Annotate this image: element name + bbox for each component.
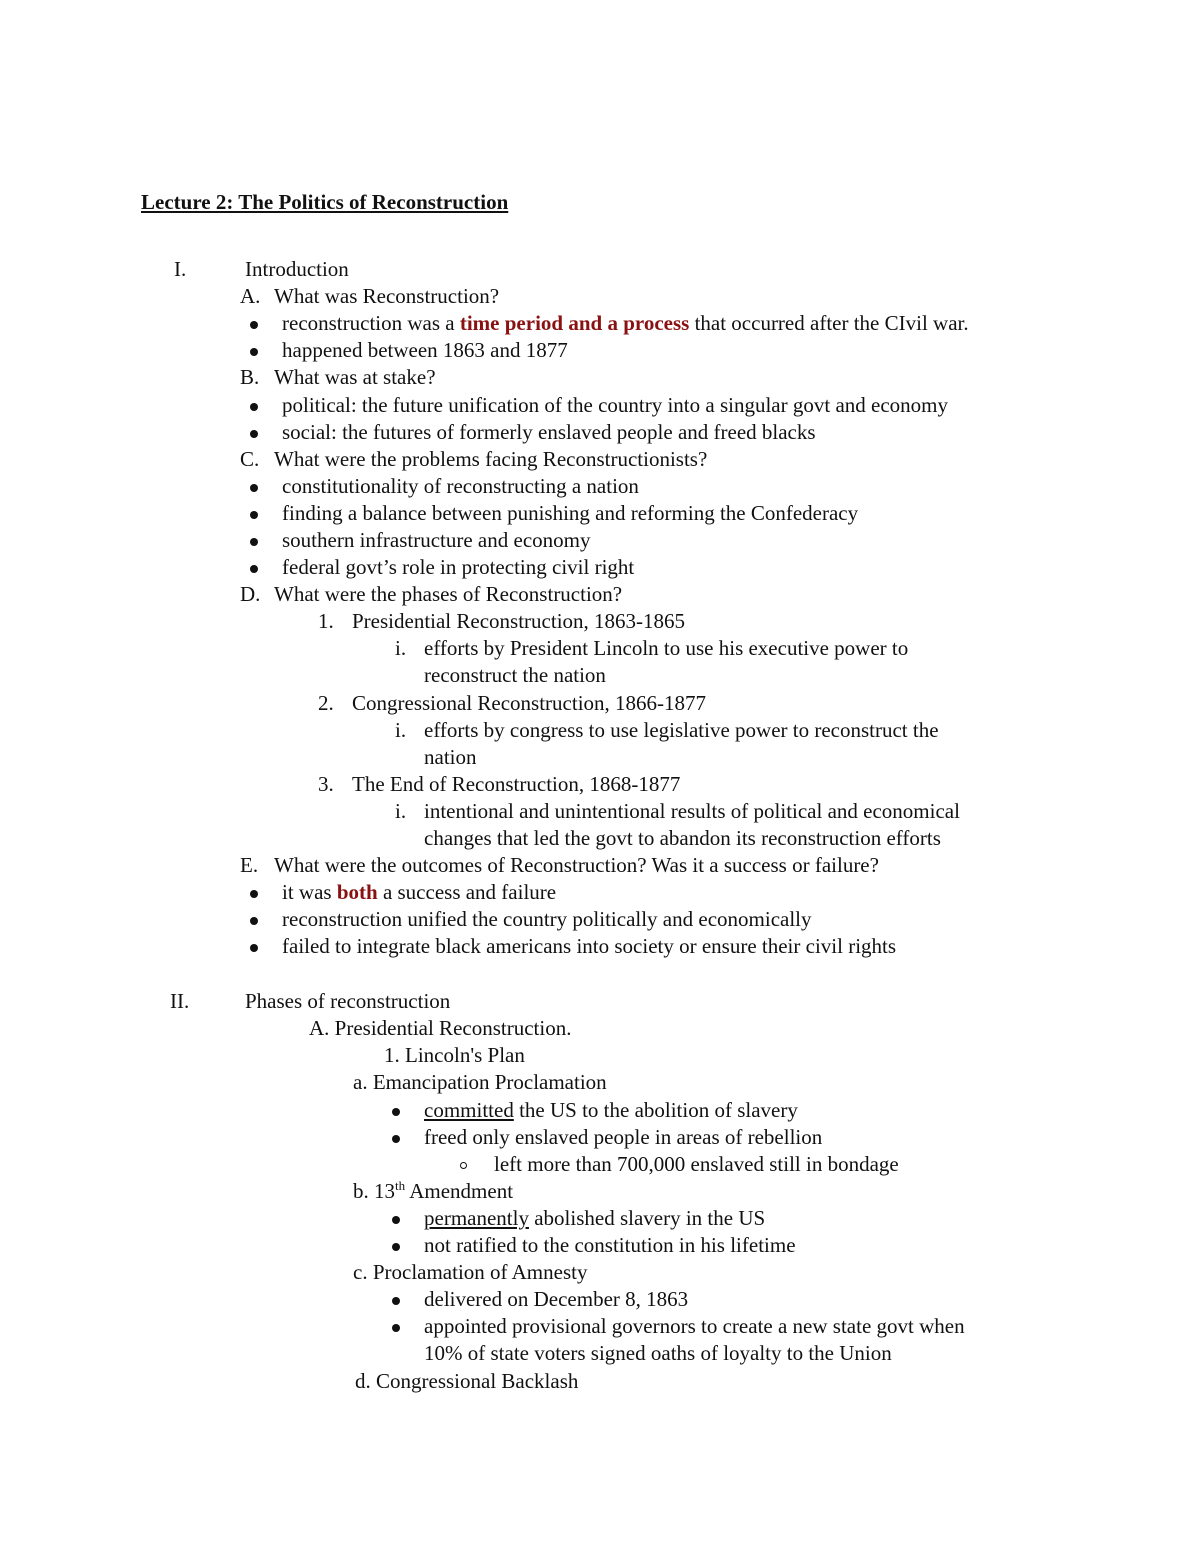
bullet-text: permanently abolished slavery in the US	[424, 1206, 766, 1230]
bullet-icon	[250, 944, 258, 952]
phase-1-sub-text-line1: efforts by President Lincoln to use his executive power to	[424, 636, 909, 660]
bullet-text: delivered on December 8, 1863	[424, 1287, 689, 1311]
bullet-icon	[250, 917, 258, 925]
list-item-A-marker: A.	[240, 284, 261, 308]
phase-3-marker: 3.	[318, 772, 334, 796]
bullet-text: it was both a success and failure	[282, 880, 557, 904]
section-1-heading: Introduction	[245, 257, 349, 281]
bullet-text: southern infrastructure and economy	[282, 528, 591, 552]
list-item-B-marker: B.	[240, 365, 260, 389]
bullet-text: reconstruction unified the country politically and economically	[282, 907, 812, 931]
sub-bullet-text: left more than 700,000 enslaved still in bondage	[494, 1152, 899, 1176]
bullet-icon	[392, 1297, 400, 1305]
list-item-D-question: What were the phases of Reconstruction?	[274, 582, 623, 606]
bullet-text: finding a balance between punishing and reforming the Confederacy	[282, 501, 859, 525]
bullet-icon	[250, 403, 258, 411]
bullet-text-line2: 10% of state voters signed oaths of loyalty to the Union	[424, 1341, 892, 1365]
list-item-C-marker: C.	[240, 447, 260, 471]
bullet-icon	[392, 1135, 400, 1143]
subsection-A-heading: A. Presidential Reconstruction.	[309, 1016, 572, 1040]
phase-3-sub-text-line2: changes that led the govt to abandon its reconstruction efforts	[424, 826, 941, 850]
bullet-icon	[392, 1108, 400, 1116]
phase-3-sub-marker: i.	[395, 799, 407, 823]
bullet-icon	[250, 565, 258, 573]
phase-2-sub-text-line2: nation	[424, 745, 477, 769]
highlighted-text: both	[336, 880, 378, 904]
bullet-icon	[392, 1243, 400, 1251]
bullet-icon	[392, 1216, 400, 1224]
underlined-text: permanently	[424, 1206, 529, 1230]
highlighted-text: time period and a process	[459, 311, 690, 335]
document-title: Lecture 2: The Politics of Reconstruction	[141, 190, 509, 214]
lincolns-plan-heading: 1. Lincoln's Plan	[384, 1043, 525, 1067]
item-c-heading: c. Proclamation of Amnesty	[353, 1260, 588, 1284]
phase-3-title: The End of Reconstruction, 1868-1877	[352, 772, 681, 796]
list-item-C-question: What were the problems facing Reconstructionists?	[274, 447, 708, 471]
item-b-heading: b. 13th Amendment	[353, 1178, 514, 1203]
list-item-E-marker: E.	[240, 853, 259, 877]
bullet-text: freed only enslaved people in areas of rebellion	[424, 1125, 823, 1149]
bullet-text: social: the futures of formerly enslaved people and freed blacks	[282, 420, 816, 444]
phase-1-title: Presidential Reconstruction, 1863-1865	[352, 609, 686, 633]
section-2-numeral: II.	[170, 989, 190, 1013]
phase-1-sub-marker: i.	[395, 636, 407, 660]
bullet-text: political: the future unification of the country into a singular govt and economy	[282, 393, 948, 417]
bullet-text-line1: appointed provisional governors to create a new state govt when	[424, 1314, 965, 1338]
bullet-text: failed to integrate black americans into society or ensure their civil rights	[282, 934, 897, 958]
bullet-icon	[250, 321, 258, 329]
list-item-D-marker: D.	[240, 582, 261, 606]
bullet-text: committed the US to the abolition of slavery	[424, 1098, 798, 1122]
list-item-B-question: What was at stake?	[274, 365, 436, 389]
bullet-icon	[250, 890, 258, 898]
bullet-icon	[250, 484, 258, 492]
hollow-bullet-icon	[460, 1162, 467, 1169]
bullet-icon	[250, 511, 258, 519]
phase-2-marker: 2.	[318, 691, 334, 715]
section-1-numeral: I.	[174, 257, 187, 281]
underlined-text: committed	[424, 1098, 514, 1122]
bullet-text: constitutionality of reconstructing a nation	[282, 474, 639, 498]
phase-2-title: Congressional Reconstruction, 1866-1877	[352, 691, 707, 715]
section-2-heading: Phases of reconstruction	[245, 989, 451, 1013]
phase-3-sub-text-line1: intentional and unintentional results of political and economical	[424, 799, 960, 823]
bullet-text: federal govt’s role in protecting civil right	[282, 555, 635, 579]
bullet-icon	[250, 430, 258, 438]
phase-2-sub-marker: i.	[395, 718, 407, 742]
list-item-E-question: What were the outcomes of Reconstruction? Was it a success or failure?	[274, 853, 879, 877]
bullet-icon	[250, 348, 258, 356]
phase-1-marker: 1.	[318, 609, 334, 633]
bullet-icon	[250, 538, 258, 546]
bullet-text: happened between 1863 and 1877	[282, 338, 568, 362]
item-d-heading: d. Congressional Backlash	[355, 1369, 579, 1393]
item-a-heading: a. Emancipation Proclamation	[353, 1070, 607, 1094]
phase-2-sub-text-line1: efforts by congress to use legislative power to reconstruct the	[424, 718, 939, 742]
list-item-A-question: What was Reconstruction?	[274, 284, 500, 308]
bullet-text: reconstruction was a time period and a process that occurred after the CIvil war.	[282, 311, 969, 335]
bullet-text: not ratified to the constitution in his lifetime	[424, 1233, 796, 1257]
phase-1-sub-text-line2: reconstruct the nation	[424, 663, 606, 687]
bullet-icon	[392, 1324, 400, 1332]
